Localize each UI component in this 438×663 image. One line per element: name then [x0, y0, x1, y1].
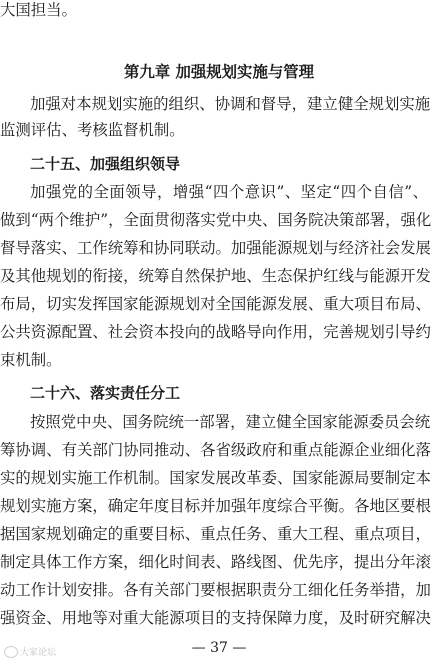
text-line: 加强党的全面领导，增强“四个意识”、坚定“四个自信”、 — [30, 183, 428, 201]
section-heading-25: 二十五、加强组织领导 — [30, 155, 181, 173]
text-line: 动工作计划安排。各有关部门要根据职责分工细化任务举措，加 — [0, 581, 431, 599]
text-line: 布局，切实发挥国家能源规划对全国能源发展、重大项目布局、 — [0, 295, 431, 313]
text-line: 做到“两个维护”，全面贯彻落实党中央、国务院决策部署，强化 — [0, 211, 432, 229]
watermark-text: 大家论坛 — [20, 648, 57, 658]
text-line: 及其他规划的衔接，统筹自然保护地、生态保护红线与能源开发 — [0, 267, 431, 285]
section-heading-26: 二十六、落实责任分工 — [30, 384, 181, 402]
watermark-logo-icon — [4, 646, 18, 658]
text-line: 实的规划实施工作机制。国家发展改革委、国家能源局要制定本 — [0, 469, 431, 487]
text-line: 束机制。 — [0, 351, 62, 369]
text-line: 规划实施方案，确定年度目标并加强年度综合平衡。各地区要根 — [0, 497, 431, 515]
page-number: — 37 — — [191, 640, 247, 656]
text-line: 加强对本规划实施的组织、协调和督导，建立健全规划实施 — [30, 95, 431, 113]
text-line: 按照党中央、国务院统一部署，建立健全国家能源委员会统 — [30, 413, 431, 431]
text-line: 强资金、用地等对重大能源项目的支持保障力度，及时研究解决 — [0, 609, 431, 627]
text-line: 公共资源配置、社会资本投向的战略导向作用，完善规划引导约 — [0, 323, 431, 341]
chapter-title: 第九章 加强规划实施与管理 — [123, 63, 315, 81]
text-line: 督导落实、工作统筹和协同联动。加强能源规划与经济社会发展 — [0, 239, 431, 257]
text-line: 据国家规划确定的重要目标、重点任务、重大工程、重点项目， — [0, 525, 431, 543]
text-line: 筹协调、有关部门协同推动、各省级政府和重点能源企业细化落 — [0, 441, 431, 459]
text-line: 制定具体工作方案，细化时间表、路线图、优先序，提出分年滚 — [0, 553, 431, 571]
text-line-top-fragment: 大国担当。 — [0, 1, 77, 19]
text-line: 监测评估、考核监督机制。 — [0, 121, 185, 139]
watermark — [4, 645, 56, 658]
